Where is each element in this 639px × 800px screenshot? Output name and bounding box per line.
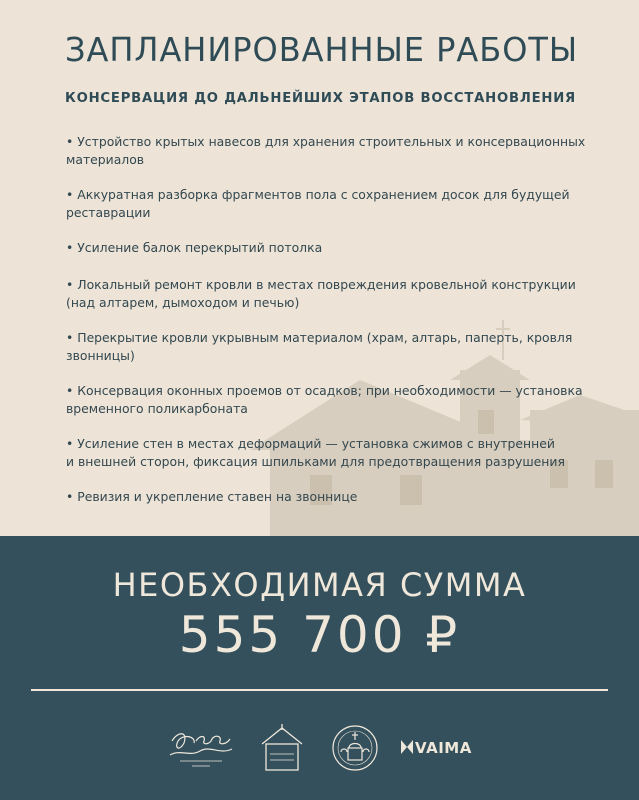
list-item: • Консервация оконных проемов от осадков; при необходимости — установка временного поликарбоната — [66, 383, 583, 416]
list-item: • Локальный ремонт кровли в местах повреждения кровельной конструкции (над алтарем, дымоходом и печью) — [66, 277, 576, 310]
vaima-logo-icon — [401, 740, 413, 754]
list-item: • Перекрытие кровли укрывным материалом (храм, алтарь, паперть, кровля звонницы) — [66, 330, 573, 363]
list-item: • Усиление стен в местах деформаций — установка сжимов с внутренней и внешней сторон, фиксация шпильками для предотвращения разрушения — [66, 436, 565, 469]
list-item: • Устройство крытых навесов для хранения строительных и консервационных материалов — [66, 134, 586, 167]
vaima-logo-text: VAIMA — [415, 739, 472, 757]
list-item: • Усиление балок перекрытий потолка — [66, 240, 323, 255]
church-seal-logo-icon — [330, 722, 380, 774]
page-subtitle: КОНСЕРВАЦИЯ ДО ДАЛЬНЕЙШИХ ЭТАПОВ ВОССТАНОВЛЕНИЯ — [65, 91, 577, 106]
script-logo-icon — [166, 727, 236, 771]
funding-amount: 555 700 ₽ — [178, 606, 461, 664]
page-title: ЗАПЛАНИРОВАННЫЕ РАБОТЫ — [65, 30, 579, 69]
divider — [31, 689, 608, 691]
list-item: • Аккуратная разборка фрагментов пола с сохранением досок для будущей реставрации — [66, 187, 570, 220]
funding-label: НЕОБХОДИМАЯ СУММА — [112, 566, 527, 604]
list-item: • Ревизия и укрепление ставен на звоннице — [66, 489, 358, 504]
house-logo-icon — [256, 722, 308, 772]
